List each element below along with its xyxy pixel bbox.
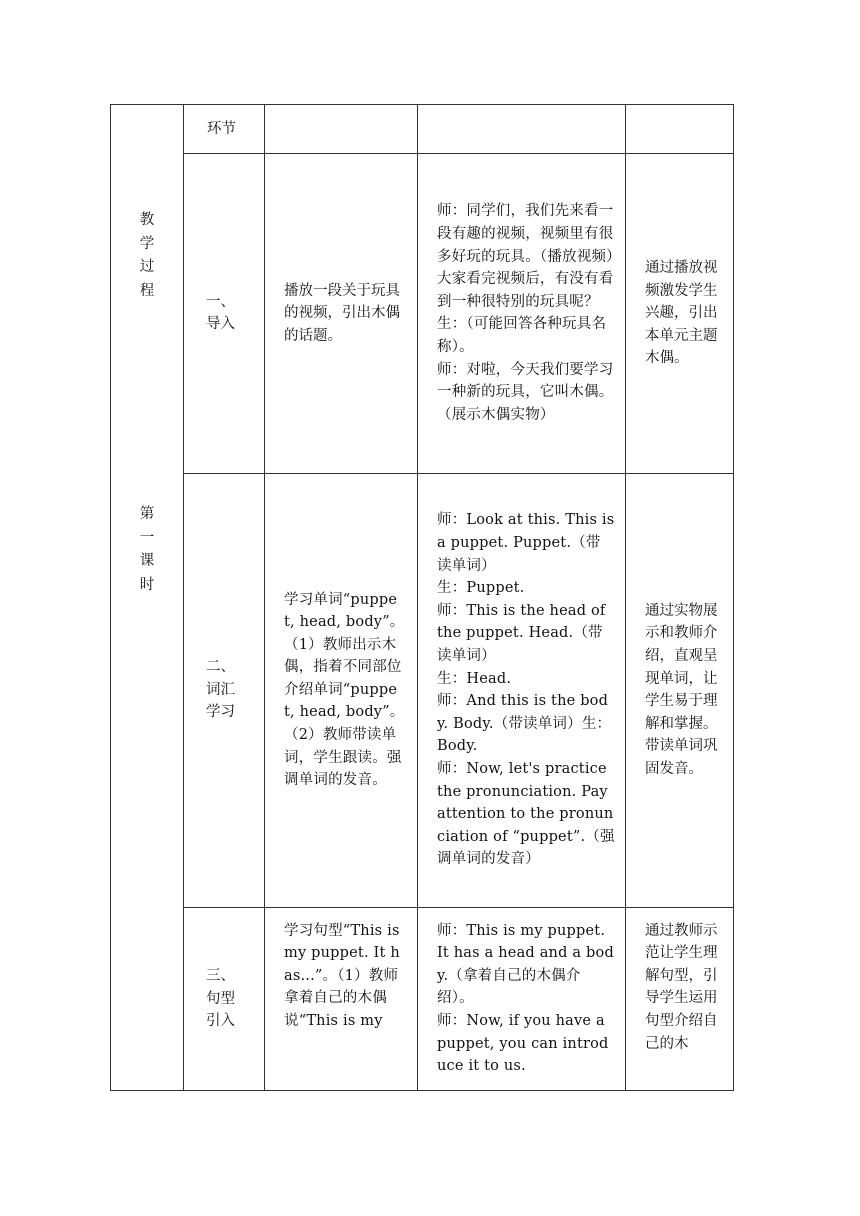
dialogue-cell: 师：同学们，我们先来看一段有趣的视频，视频里有很多好玩的玩具。（播放视频）大家看完视频后，有没有看到一种很特别的玩具呢？ 生：（可能回答各种玩具名称）。 师：对啦，今天我们要学习一种新的玩具，它叫木偶。（展示木偶实物） [418,154,626,474]
stage-number: 二、 [206,659,235,676]
table-header-row [111,105,734,154]
stage-cell [184,473,265,907]
side-label-process: 教学过程 [139,212,155,299]
stage-cell [184,907,265,1090]
stage-cell [184,154,265,474]
table-row [111,907,734,1090]
activity-cell: 学习单词“puppet, head, body”。（1）教师出示木偶，指着不同部位介绍单词“puppet, head, body”。（2）教师带读单词，学生跟读。强调单词的发音。 [265,473,418,907]
purpose-cell: 通过教师示范让学生理解句型，引导学生运用句型介绍自己的木 [626,907,734,1090]
header-col4 [418,105,626,154]
purpose-cell: 通过实物展示和教师介绍，直观呈现单词，让学生易于理解和掌握。带读单词巩固发音。 [626,473,734,907]
stage-number: 一、 [206,293,235,310]
header-col5 [626,105,734,154]
header-stage: 环节 [184,105,265,154]
table-row [111,154,734,474]
table-row [111,473,734,907]
header-col3 [265,105,418,154]
stage-number: 三、 [206,967,235,984]
stage-name: 句型引入 [206,990,235,1030]
lesson-plan-table [110,104,734,1091]
stage-name: 导入 [206,316,235,333]
dialogue-cell: 师：Look at this. This is a puppet. Puppet.（带读单词） 生：Puppet. 师：This is the head of the puppet. Head.（带读单词） 生：Head. 师：And this is the body. Body.（带读单词）生：Body. 师：Now, let's practice the pronunciation. Pay attention to the pronunciation of “puppet”.（强调单词的发音） [418,473,626,907]
side-label-lesson: 第一课时 [139,506,155,593]
dialogue-cell: 师：This is my puppet. It has a head and a body.（拿着自己的木偶介绍）。 师：Now, if you have a puppet, you can introduce it to us. [418,907,626,1090]
stage-name: 词汇学习 [206,681,235,721]
activity-cell: 学习句型“This is my puppet. It has...”。（1）教师拿着自己的木偶说“This is my [265,907,418,1090]
activity-cell: 播放一段关于玩具的视频，引出木偶的话题。 [265,154,418,474]
purpose-cell: 通过播放视频激发学生兴趣，引出本单元主题木偶。 [626,154,734,474]
side-label-cell [111,105,184,1091]
